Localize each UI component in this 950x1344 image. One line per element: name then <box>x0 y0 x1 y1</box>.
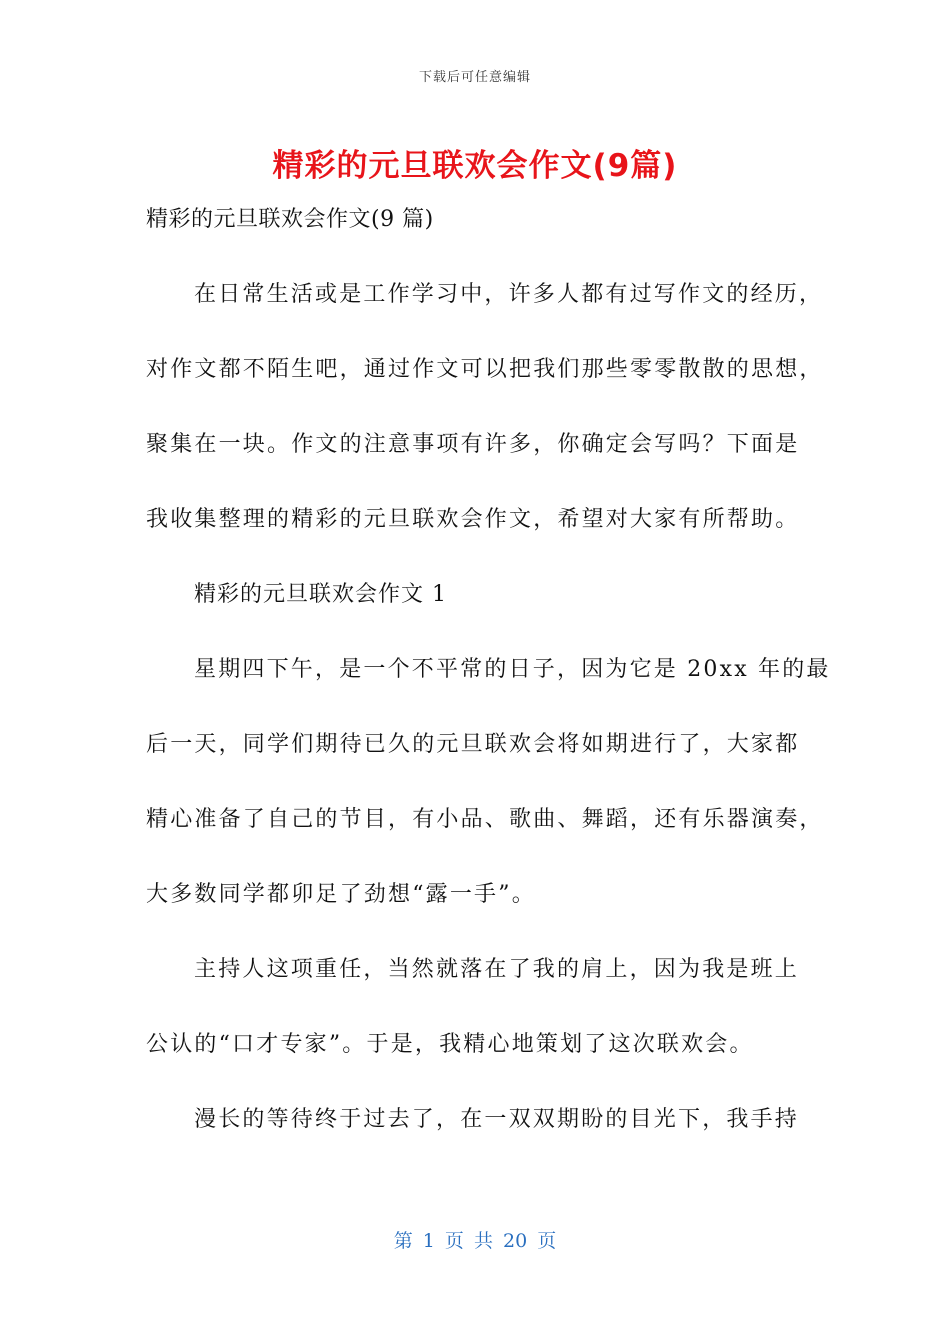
document-title: 精彩的元旦联欢会作文(9篇) <box>272 148 678 184</box>
paragraph-line: 对作文都不陌生吧，通过作文可以把我们那些零零散散的思想， <box>146 357 824 382</box>
paragraph-line: 漫长的等待终于过去了，在一双双期盼的目光下，我手持 <box>194 1107 800 1132</box>
section-heading: 精彩的元旦联欢会作文 1 <box>194 582 447 607</box>
page-number-footer: 第 1 页 共 20 页 <box>393 1230 557 1252</box>
paragraph-line: 公认的“口才专家”。于是，我精心地策划了这次联欢会。 <box>146 1032 754 1057</box>
subtitle-line: 精彩的元旦联欢会作文(9 篇) <box>146 207 434 232</box>
paragraph-line: 聚集在一块。作文的注意事项有许多，你确定会写吗？下面是 <box>146 432 800 457</box>
paragraph-line: 在日常生活或是工作学习中，许多人都有过写作文的经历， <box>194 282 824 307</box>
paragraph-line: 星期四下午，是一个不平常的日子，因为它是 20xx 年的最 <box>194 657 831 682</box>
paragraph-line: 主持人这项重任，当然就落在了我的肩上，因为我是班上 <box>194 957 800 982</box>
paragraph-line: 我收集整理的精彩的元旦联欢会作文，希望对大家有所帮助。 <box>146 507 800 532</box>
paragraph-line: 大多数同学都卯足了劲想“露一手”。 <box>146 882 536 907</box>
paragraph-line: 精心准备了自己的节目，有小品、歌曲、舞蹈，还有乐器演奏， <box>146 807 824 832</box>
header-note: 下载后可任意编辑 <box>418 70 531 85</box>
paragraph-line: 后一天，同学们期待已久的元旦联欢会将如期进行了，大家都 <box>146 732 800 757</box>
